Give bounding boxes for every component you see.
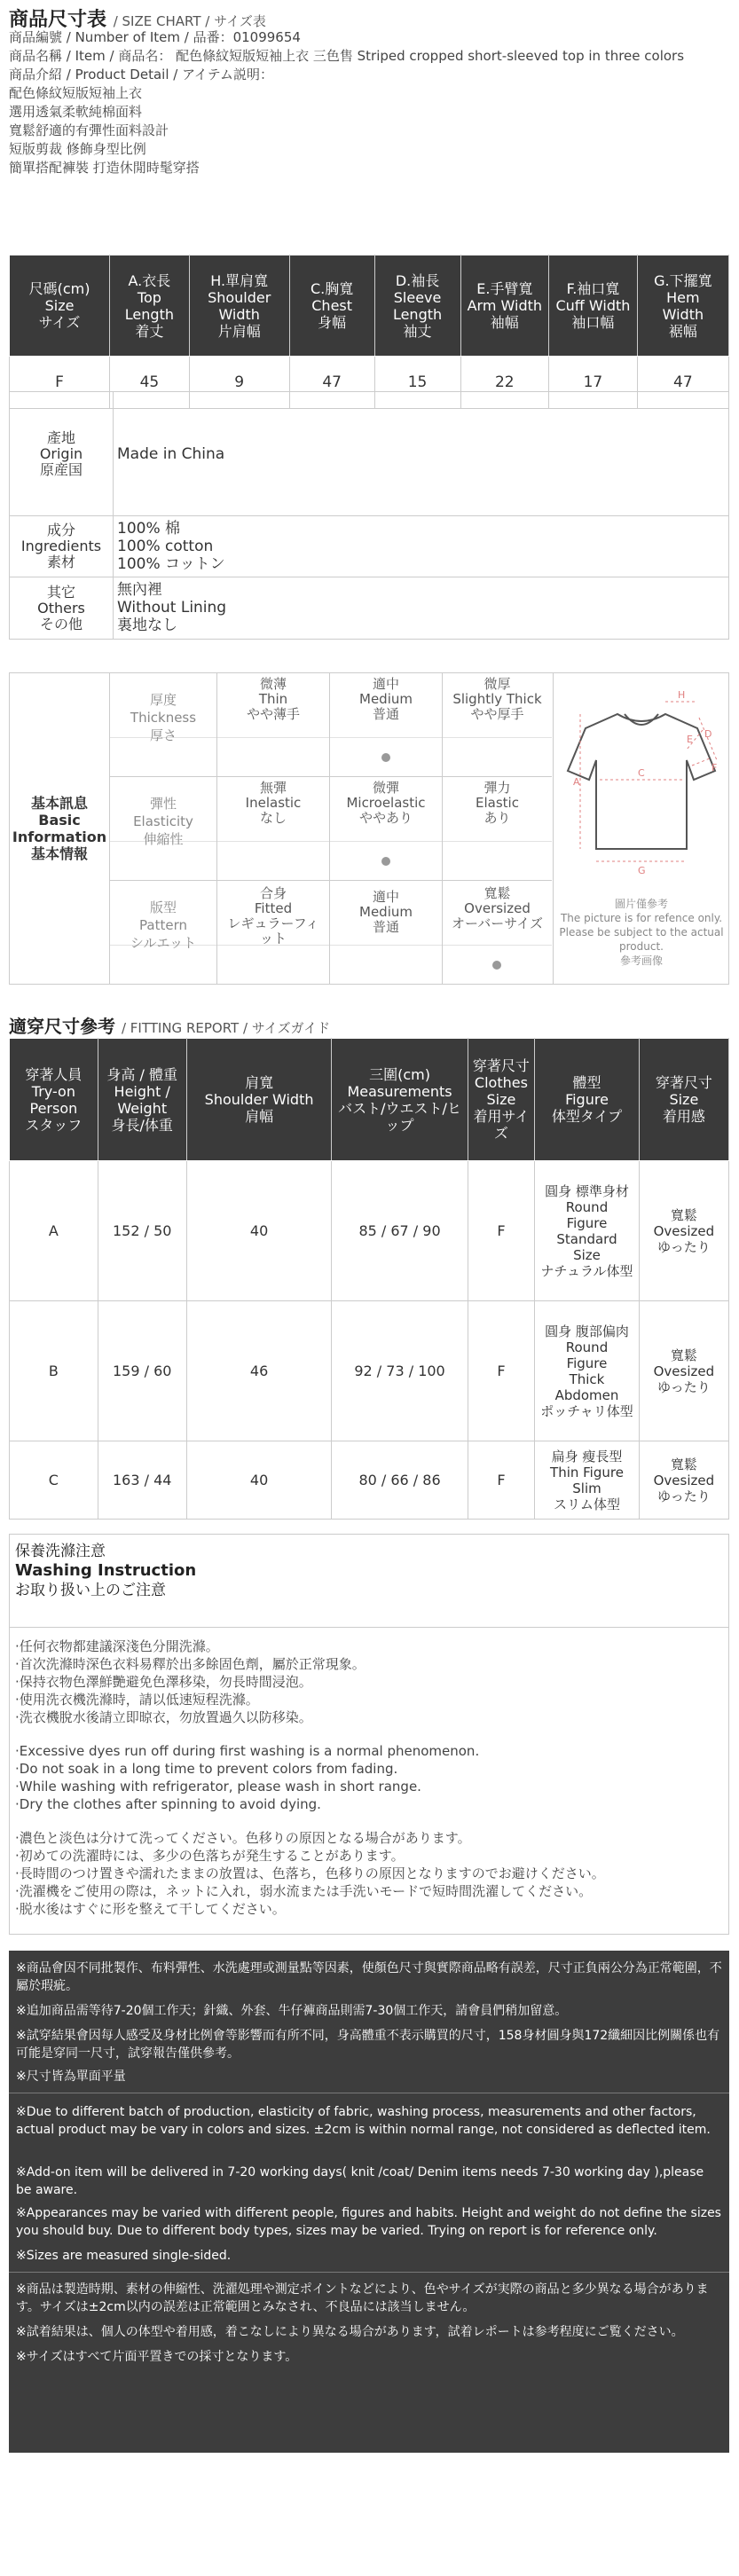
product-detail-heading: 商品介紹 / Product Detail / アイテム説明： — [9, 67, 273, 82]
figure-line: 圓身 標準身材 — [545, 1182, 629, 1199]
label-line: 素材 — [46, 554, 75, 570]
header-line: Weight — [117, 1099, 168, 1117]
person-cell: C — [10, 1441, 98, 1520]
figure-line: ポッチャリ体型 — [540, 1402, 633, 1419]
pattern-option-fitted — [226, 886, 320, 946]
header-line: バスト/ウエスト/ヒップ — [338, 1099, 461, 1134]
header-line: 袖丈 — [403, 322, 432, 340]
figure-line: Round — [565, 1339, 609, 1355]
fit-cell — [639, 1441, 728, 1520]
fitting-row-b — [10, 1301, 729, 1441]
header-line: 体型タイプ — [551, 1108, 623, 1125]
header-line: Height / — [114, 1082, 170, 1100]
label-line: Thickness — [130, 710, 197, 726]
washing-item: ‧濃色と淡色は分けて洗ってください。色移りの原因となる場合があります。 — [15, 1830, 471, 1846]
fit-line: Ovesized — [653, 1363, 715, 1379]
header-line: Length — [124, 305, 174, 323]
note-zh: ※追加商品需等待7-20個工作天；針織、外套、牛仔褲商品則需7-30個工作天，請會員們稍加留意。 — [16, 2004, 568, 2018]
washing-item: ‧Dry the clothes after spinning to avoid dying. — [15, 1796, 321, 1812]
header-line: Hem — [666, 288, 700, 306]
elasticity-option-micro — [330, 781, 442, 826]
diagram-letter-g: G — [638, 865, 646, 876]
figure-cell — [535, 1161, 640, 1301]
diagram-letter-f: F — [711, 762, 718, 774]
label-line: 產地 — [46, 428, 75, 446]
thickness-option-thick — [443, 677, 552, 722]
fit-cell — [639, 1301, 728, 1441]
product-detail-line: 短版剪裁 修飾身型比例 — [9, 141, 146, 157]
note-en: ※Sizes are measured single-sided. — [16, 2249, 232, 2263]
header-line: 身長/体重 — [111, 1116, 173, 1134]
fitting-header — [10, 1039, 729, 1161]
washing-title-zh: 保養洗滌注意 — [15, 1543, 106, 1560]
ingredients-value — [114, 516, 729, 577]
label-line: 其它 — [46, 583, 75, 601]
header-line: Shoulder Width — [204, 1091, 314, 1108]
label-line: Elasticity — [133, 813, 193, 829]
product-detail-line: 配色條紋短版短袖上衣 — [9, 85, 143, 101]
figure-line: Figure — [566, 1214, 608, 1231]
label-line: Origin — [39, 444, 83, 462]
height-weight-cell: 159 / 60 — [98, 1301, 186, 1441]
diagram-letter-d: D — [704, 728, 712, 740]
header-line: 穿著尺寸 — [472, 1057, 530, 1074]
diagram-letter-c: C — [638, 767, 645, 779]
option-line: 寬鬆 — [483, 885, 511, 901]
measurements-cell: 85 / 67 / 90 — [332, 1161, 468, 1301]
thickness-selected-dot — [381, 753, 390, 762]
measurements-cell: 80 / 66 / 86 — [332, 1441, 468, 1520]
header-line: 肩寬 — [245, 1074, 274, 1091]
elasticity-label — [110, 795, 216, 848]
header-line: A.衣長 — [128, 271, 171, 289]
option-line: Medium — [359, 904, 413, 920]
header-line: Sleeve — [393, 288, 442, 306]
note-line: 圖片僅參考 — [614, 898, 668, 910]
header-line: Size — [486, 1091, 516, 1108]
header-line: 片肩幅 — [217, 322, 261, 340]
option-line: Elastic — [476, 795, 519, 811]
header-line: スタッフ — [25, 1116, 83, 1134]
size-table — [9, 255, 729, 409]
product-detail-line: 選用透氣柔軟純棉面料 — [9, 104, 143, 120]
option-line: やや薄手 — [246, 706, 300, 722]
shoulder-cell: 46 — [186, 1301, 332, 1441]
person-cell: A — [10, 1161, 98, 1301]
figure-cell — [535, 1441, 640, 1520]
clothes-size-cell: F — [468, 1301, 535, 1441]
header-line: H.單肩寬 — [210, 271, 269, 289]
washing-title-en: Washing Instruction — [15, 1561, 197, 1580]
fitting-table — [9, 1038, 729, 1520]
size-chart-subtitle: / SIZE CHART / サイズ表 — [113, 13, 266, 29]
elasticity-option-elastic — [443, 781, 552, 826]
col-chest — [289, 255, 374, 357]
col-height-weight — [98, 1039, 186, 1161]
header-line: 身幅 — [318, 314, 347, 331]
height-weight-cell: 163 / 44 — [98, 1441, 186, 1520]
note-zh: ※尺寸皆為單面平量 — [16, 2069, 126, 2084]
header-line: Person — [29, 1099, 78, 1117]
washing-list-en — [15, 1742, 479, 1813]
header-line: Size — [669, 1091, 699, 1108]
note-line: The picture is for refence only. — [560, 912, 723, 924]
pattern-selected-dot — [492, 961, 501, 970]
washing-heading — [15, 1542, 196, 1600]
figure-cell — [535, 1301, 640, 1441]
header-line: F.袖口寬 — [566, 280, 620, 297]
col-size — [10, 255, 110, 357]
origin-value — [114, 392, 729, 516]
fit-line: 寬鬆 — [670, 1206, 697, 1223]
fit-line: 寬鬆 — [670, 1347, 697, 1363]
header-line: D.袖長 — [395, 271, 440, 289]
note-en: ※Add-on item will be delivered in 7-20 working days( knit /coat/ Denim items needs 7-30 working day ),please be aware. — [16, 2165, 704, 2197]
col-person — [10, 1039, 98, 1161]
washing-item: ‧初めての洗濯時には、多少の色落ちが発生することがあります。 — [15, 1848, 405, 1864]
figure-line: 圓身 腹部偏肉 — [545, 1323, 629, 1339]
label-line: Information — [12, 829, 107, 845]
size-cell: 47 — [289, 357, 374, 409]
washing-item: ‧Excessive dyes run off during first washing is a normal phenomenon. — [15, 1743, 480, 1759]
label-line: 彈性 — [149, 796, 177, 812]
size-cell: F — [10, 357, 110, 409]
fitting-subtitle: / FITTING REPORT / サイズガイド — [121, 1020, 331, 1036]
item-name: 商品名稱 / Item / 商品名： 配色條紋短版短袖上衣 三色售 Striped cropped short-sleeved top in three colors — [9, 48, 685, 64]
figure-line: Figure — [566, 1355, 608, 1371]
washing-item: ‧洗濯機をご使用の際は，ネットに入れ，弱水流または手洗いモードで短時間洗濯してください。 — [15, 1883, 593, 1899]
header-line: 着丈 — [135, 322, 164, 340]
row-divider — [110, 880, 552, 881]
col-shoulder-width — [189, 255, 289, 357]
elasticity-selected-dot — [381, 857, 390, 866]
header-line: Figure — [565, 1091, 609, 1108]
figure-line: Thin Figure — [550, 1464, 624, 1480]
fit-line: 寬鬆 — [670, 1456, 697, 1473]
fit-line: ゆったり — [656, 1378, 711, 1395]
person-cell: B — [10, 1301, 98, 1441]
size-table-header — [10, 255, 729, 357]
washing-item: ‧While washing with refrigerator, please wash in short range. — [15, 1779, 421, 1795]
header-line: Measurements — [347, 1082, 452, 1100]
col-top-length — [110, 255, 190, 357]
option-line: なし — [259, 810, 287, 826]
figure-line: Size — [573, 1246, 601, 1263]
tshirt-measure-icon — [554, 673, 729, 895]
header-line: E.手臂寬 — [476, 280, 533, 297]
size-cell: 9 — [189, 357, 289, 409]
header-line: サイズ — [38, 314, 81, 331]
value-line: 100% 棉 — [117, 520, 181, 538]
header-line: 尺碼(cm) — [28, 280, 90, 297]
pattern-option-medium — [330, 890, 442, 935]
header-line: Try-on — [31, 1082, 75, 1100]
label-line: 版型 — [149, 899, 177, 915]
fitting-title-zh: 適穿尺寸參考 — [9, 1016, 115, 1037]
fit-cell — [639, 1161, 728, 1301]
header-line: Size — [44, 297, 75, 314]
note-en: ※Appearances may be varied with different people, figures and habits. Height and weight do not define the sizes you should buy. Due to different body types, sizes may be varied. Trying on report is for reference only. — [16, 2206, 721, 2238]
note-zh: ※商品會因不同批製作、布料彈性、水洗處理或測量點等因素，使顏色尺寸與實際商品略有誤差，尺寸正負兩公分為正常範圍，不屬於瑕疵。 — [16, 1961, 722, 1993]
option-line: Slightly Thick — [452, 691, 542, 707]
header-line: Width — [218, 305, 260, 323]
washing-instructions — [9, 1534, 729, 1935]
header-line: Width — [662, 305, 704, 323]
option-line: オーバーサイズ — [451, 915, 544, 931]
figure-line: Round — [565, 1198, 609, 1215]
value-line: 裏地なし — [117, 617, 177, 634]
basic-info-label — [10, 673, 110, 984]
clothes-size-cell: F — [468, 1441, 535, 1520]
figure-line: 扁身 瘦長型 — [551, 1448, 623, 1465]
size-cell: 45 — [110, 357, 190, 409]
header-line: 袖口幅 — [571, 314, 615, 331]
diagram-letter-a: A — [573, 776, 580, 788]
origin-row — [10, 392, 729, 516]
measurements-cell: 92 / 73 / 100 — [332, 1301, 468, 1441]
option-line: 無彈 — [259, 780, 287, 796]
product-info — [9, 28, 727, 177]
diagram-letter-e: E — [687, 734, 693, 745]
thickness-option-medium — [330, 677, 442, 722]
col-cuff-width — [549, 255, 638, 357]
height-weight-cell: 152 / 50 — [98, 1161, 186, 1301]
fit-line: ゆったり — [656, 1238, 711, 1255]
garment-diagram — [553, 673, 729, 984]
option-line: ややあり — [358, 810, 413, 826]
washing-list-zh — [15, 1637, 366, 1726]
label-line: Others — [37, 599, 85, 617]
option-line: 普通 — [372, 919, 399, 935]
size-cell: 17 — [549, 357, 638, 409]
fitting-row-c — [10, 1441, 729, 1520]
header-line: 穿著人員 — [25, 1065, 83, 1083]
label-line: 伸縮性 — [143, 831, 184, 847]
label-line: その他 — [39, 615, 83, 632]
note-line: Please be subject to the actual product. — [559, 926, 724, 953]
option-line: 微彈 — [372, 780, 399, 796]
notes-divider — [9, 2272, 729, 2273]
header-line: 着用感 — [662, 1108, 705, 1125]
header-line: Length — [392, 305, 443, 323]
option-line: 適中 — [372, 889, 399, 905]
thickness-option-thin — [217, 677, 329, 722]
shoulder-cell: 40 — [186, 1441, 332, 1520]
col-figure — [535, 1039, 640, 1161]
label-line: 原産国 — [39, 460, 83, 478]
header-line: 着用サイズ — [473, 1108, 530, 1142]
figure-line: スリム体型 — [553, 1496, 620, 1512]
option-line: 微厚 — [483, 676, 511, 692]
size-cell: 15 — [374, 357, 460, 409]
size-cell: 47 — [637, 357, 728, 409]
option-line: Fitted — [254, 900, 293, 916]
diagram-note — [554, 897, 729, 968]
header-line: Top — [137, 288, 161, 306]
fit-line: ゆったり — [656, 1488, 711, 1504]
value-line: Without Lining — [117, 599, 227, 617]
label-line: 基本訊息 — [30, 795, 88, 812]
option-line: Medium — [359, 691, 413, 707]
washing-divider — [10, 1627, 728, 1628]
label-line: 基本情報 — [30, 845, 88, 862]
fit-line: Ovesized — [653, 1222, 715, 1239]
option-line: 合身 — [259, 885, 287, 901]
size-cell: 22 — [460, 357, 549, 409]
washing-item: ‧首次洗滌時深色衣料易釋於出多餘固色劑，屬於正常現象。 — [15, 1656, 366, 1672]
fit-line: Ovesized — [653, 1472, 715, 1488]
pattern-option-oversized — [450, 886, 545, 931]
washing-item: ‧使用洗衣機洗滌時，請以低速短程洗滌。 — [15, 1692, 259, 1708]
label-line: シルエット — [130, 935, 197, 951]
value-line: 100% cotton — [117, 538, 214, 555]
washing-title-ja: お取り扱い上のご注意 — [15, 1582, 166, 1599]
header-line: 身高 / 體重 — [106, 1065, 177, 1083]
fitting-row-a — [10, 1161, 729, 1301]
col-shoulder — [186, 1039, 332, 1161]
option-line: Oversized — [464, 900, 531, 916]
washing-item: ‧洗衣機脫水後請立即晾衣，勿放置過久以防移染。 — [15, 1709, 312, 1725]
label-line: Basic — [38, 812, 81, 829]
col-hem-width — [637, 255, 728, 357]
product-detail-line: 寬鬆舒適的有彈性面料設計 — [9, 122, 169, 138]
header-line: G.下擺寬 — [654, 271, 712, 289]
header-line: 穿著尺寸 — [655, 1074, 712, 1091]
header-line: 肩幅 — [245, 1108, 274, 1125]
col-measurements — [332, 1039, 468, 1161]
option-line: 彈力 — [483, 780, 511, 796]
label-line: 厚さ — [149, 727, 177, 743]
option-line: 普通 — [372, 706, 399, 722]
value-line: Made in China — [117, 444, 225, 463]
label-line: Pattern — [139, 917, 187, 933]
basic-info-box — [9, 672, 729, 985]
header-line: C.胸寬 — [311, 280, 354, 297]
fitting-title — [9, 1012, 330, 1038]
washing-item: ‧任何衣物都建議深淺色分開洗滌。 — [15, 1638, 219, 1654]
header-line: Cuff Width — [555, 297, 631, 314]
washing-item: ‧長時間のつけ置きや濡れたままの放置は、色落ち，色移りの原因となりますのでお避けください。 — [15, 1865, 605, 1881]
diagram-letter-h: H — [678, 689, 686, 701]
value-line: 無內裡 — [117, 581, 162, 599]
col-fit — [639, 1039, 728, 1161]
pattern-label — [110, 899, 216, 952]
col-sleeve-length — [374, 255, 460, 357]
option-line: 微薄 — [259, 676, 287, 692]
header-line: 袖幅 — [490, 314, 519, 331]
option-line: あり — [483, 810, 511, 826]
option-line: Thin — [258, 691, 288, 707]
header-line: Chest — [311, 297, 353, 314]
note-zh: ※試穿結果會因每人感受及身材比例會等影響而有所不同，身高體重不表示購買的尺寸，158身材圓身與172纖細因比例關係也有可能是穿同一尺寸，試穿報告僅供參考。 — [16, 2029, 720, 2061]
option-line: 適中 — [372, 676, 399, 692]
ingredients-row — [10, 516, 729, 577]
figure-line: Standard — [556, 1230, 617, 1247]
others-value — [114, 577, 729, 640]
header-line: 三圍(cm) — [369, 1065, 430, 1083]
washing-list-ja — [15, 1829, 605, 1918]
label-line: Ingredients — [20, 538, 102, 554]
note-ja: ※試着結果は、個人の体型や着用感，着こなしにより異なる場合があります，試着レポートは参考程度にご覧ください。 — [16, 2325, 684, 2339]
value-line: 100% コットン — [117, 555, 225, 573]
note-en: ※Due to different batch of production, elasticity of fabric, washing process, measurements and other factors, actual product may be vary in colors and sizes. ±2cm is within normal range, not considered as deflected item. — [16, 2105, 711, 2137]
header-line: Clothes — [474, 1074, 528, 1091]
header-line: Arm Width — [467, 297, 543, 314]
washing-item: ‧Do not soak in a long time to prevent colors from fading. — [15, 1761, 398, 1777]
row-divider — [110, 776, 552, 777]
col-arm-width — [460, 255, 549, 357]
notes-panel — [9, 1951, 729, 2453]
header-line: 體型 — [572, 1074, 601, 1091]
note-ja: ※サイズはすべて片面平置きでの採寸となります。 — [16, 2350, 298, 2364]
shoulder-cell: 40 — [186, 1161, 332, 1301]
header-line: Shoulder — [208, 288, 271, 306]
figure-line: Slim — [572, 1480, 601, 1496]
washing-item: ‧脱水後はすぐに形を整えて干してください。 — [15, 1901, 286, 1917]
col-clothes-size — [468, 1039, 535, 1161]
figure-line: Thick — [569, 1370, 605, 1387]
origin-label — [10, 392, 114, 516]
others-row — [10, 577, 729, 640]
figure-line: ナチュラル体型 — [540, 1262, 633, 1279]
attribute-table — [9, 391, 729, 640]
washing-item: ‧保持衣物色澤鮮艷避免色澤移染，勿長時間浸泡。 — [15, 1674, 312, 1690]
figure-line: Abdomen — [554, 1386, 619, 1403]
header-line: 裾幅 — [668, 322, 697, 340]
clothes-size-cell: F — [468, 1161, 535, 1301]
others-label — [10, 577, 114, 640]
size-chart-title: 商品尺寸表 — [9, 9, 107, 31]
option-line: Microelastic — [346, 795, 426, 811]
ingredients-label — [10, 516, 114, 577]
product-detail-line: 簡單搭配褲裝 打造休閒時髦穿搭 — [9, 160, 200, 176]
label-line: 成分 — [46, 522, 75, 538]
item-number: 商品編號 / Number of Item / 品番：01099654 — [9, 29, 301, 45]
note-ja: ※商品は製造時期、素材の伸縮性、洗濯処理や測定ポイントなどにより、色やサイズが実際の商品と多少異なる場合がありま す。サイズは±2cm以内の誤差は正常範囲とみなされ、不良品には該当しません。 — [16, 2282, 709, 2314]
label-line: 厚度 — [149, 692, 177, 708]
elasticity-option-inelastic — [217, 781, 329, 826]
option-line: レギュラーフィット — [227, 915, 319, 946]
thickness-label — [110, 691, 216, 744]
note-line: 參考画像 — [619, 954, 663, 967]
option-line: やや厚手 — [470, 706, 524, 722]
option-line: Inelastic — [245, 795, 302, 811]
